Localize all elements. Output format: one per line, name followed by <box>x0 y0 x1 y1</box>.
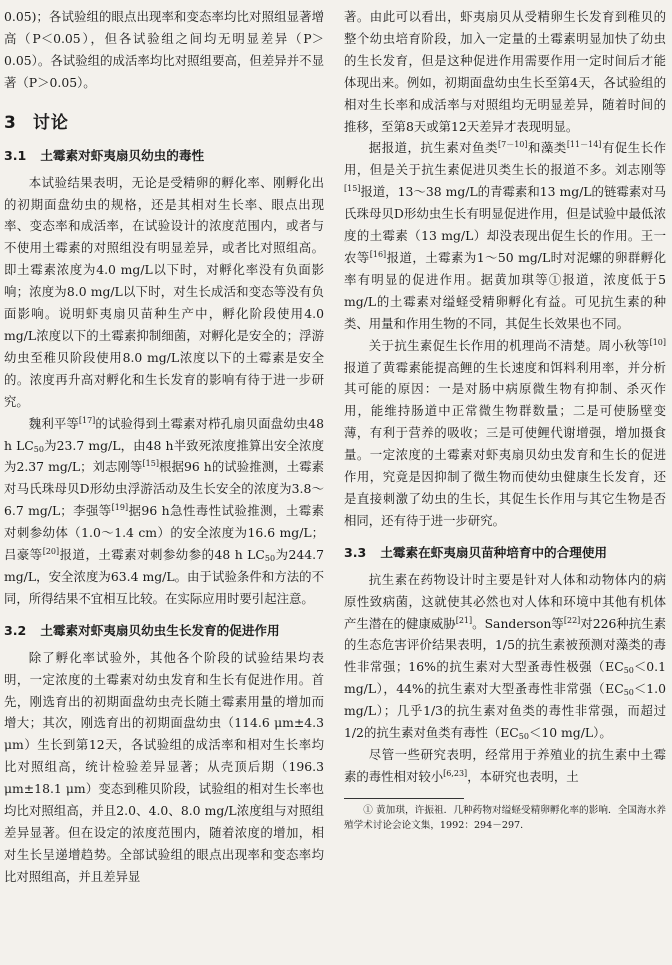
toxicity-paragraph-1: 本试验结果表明，无论是受精卵的孵化率、刚孵化出的初期面盘幼虫的规格，还是其相对生长率、眼点出现率、变态率和成活率，在试验设计的浓度范围内，或者与不使用土霉素的对照组没有明显差异，或者比对照组高。即土霉素浓度为4.0 mg/L以下时，对孵化率没有负面影响；浓度为8.0 mg/L以下时，对生长成活和变态等没有负面影响。说明虾夷扇贝苗种生产中，孵化阶段使用4.0 mg/L浓度以下的土霉素抑制细菌，对孵化是安全的；浮游幼虫至稚贝阶段使用8.0 mg/L浓度以下的土霉素是安全的。浓度再升高对孵化和生长发育的影响有待于进一步研究。 <box>4 174 324 409</box>
subsection-heading-3-2: 3.2 土霉素对虾夷扇贝幼虫生长发育的促进作用 <box>4 622 280 638</box>
citation: [15] <box>142 459 159 469</box>
citation: [11－14] <box>566 140 602 150</box>
toxicity-paragraph-2: 魏利平等[17]的试验得到土霉素对栉孔扇贝面盘幼虫48 h $LC_{50}$为23.7 mg/L，由48 h半致死浓度推算出安全浓度为2.37 mg/L；刘志刚等[15]根据96 h的试验推测，土霉素对马氏珠母贝D形幼虫浮游活动及生长安全的浓度为3.8～6.7 mg/L；李强等[19]据96 h急性毒性试验推测，土霉素对刺参幼体（1.0～1.4 cm）的安全浓度为16.6 mg/L；吕豪等[20]报道，土霉素对刺参幼参的48 h $LC_{50}$为244.7 mg/L，安全浓度为63.4 mg/L。由于试验条件和方法的不同，所得结果不宜相互比较。在实际应用时要引起注意。 <box>4 415 324 606</box>
left-column <box>4 6 324 888</box>
closing-paragraph: 尽管一些研究表明，经常用于养殖业的抗生素中土霉素的毒性相对较小[6,23]，本研究也表明，土 <box>344 747 666 784</box>
citation: [6,23] <box>443 768 468 778</box>
citation: [10] <box>649 337 666 347</box>
citation: [7－10] <box>498 140 528 150</box>
citation: [16] <box>369 249 387 259</box>
subsection-heading-3-3: 3.3 土霉素在虾夷扇贝苗种培育中的合理使用 <box>344 544 607 560</box>
results-paragraph: 0.05)；各试验组的眼点出现率和变态率均比对照组显著增高（P＜0.05），但各试验组之间均无明显差异（P＞0.05）。各试验组的成活率均比对照组要高，但差异并不显著（P＞0.05）。 <box>4 9 324 90</box>
growth-paragraph: 除了孵化率试验外，其他各个阶段的试验结果均表明，一定浓度的土霉素对幼虫发育和生长有促进作用。首先，刚选育出的初期面盘幼虫壳长随土霉素用量的增加而增大；其次，刚选育出的初期面盘幼虫（114.6 μm±4.3 μm）生长到第12天，各试验组的成活率和相对生长率均比对照组高，统计检验差异显著；从壳顶后期（196.3 μm±18.1 μm）变态到稚贝阶段，试验组的相对生长率也均比对照组高，并且2.0、4.0、8.0 mg/L浓度组与对照组差异显著。但在设定的浓度范围内，随着浓度的增加，相对生长呈递增趋势。全部试验组的眼点出现率和变态率均比对照组高，并且差异显 <box>4 649 324 884</box>
antibiotic-reports-paragraph: 据报道，抗生素对鱼类[7－10]和藻类[11－14]有促生长作用，但是关于抗生素促进贝类生长的报道不多。刘志刚等[15]报道，13～38 mg/L的青霉素和13 mg/L的链霉素对马氏珠母贝D形幼虫生长有明显促进作用，但是试验中最低浓度的土霉素（13 mg/L）却没表现出促生长的作用。王一农等[16]报道，土霉素为1～50 mg/L时对泥螺的卵群孵化率有明显的促进作用。据黄加琪等①报道，浓度低于5 mg/L的土霉素对缢蛏受精卵孵化有益。可见抗生素的种类、用量和作用生物的不同，其促生长效果也不同。 <box>344 140 667 331</box>
mechanism-paragraph: 关于抗生素促生长作用的机理尚不清楚。周小秋等[10]报道了黄霉素能提高鲤的生长速度和饵料利用率，并分析其可能的原因：一是对肠中病原微生物有抑制、杀灭作用，能维持肠道中正常微生物群数量；二是可使肠壁变薄，有利于营养的吸收；三是可使鲤代谢增强，增加摄食量。一定浓度的土霉素对虾夷扇贝幼虫发育和生长的促进作用，究竟是因抑制了微生物而使幼虫健康生长发育，还是直接刺激了幼虫的生长，其促生长作用与其它生物是否相同，还有待于进一步研究。 <box>344 337 666 528</box>
footnote: ① 黄加琪，许振祖．几种药物对缢蛏受精卵孵化率的影响．全国海水养殖学术讨论会论文集，1992：294－297． <box>344 804 666 831</box>
citation: [21] <box>455 615 473 625</box>
citation: [19] <box>111 503 129 513</box>
subsection-heading-3-1: 3.1 土霉素对虾夷扇贝幼虫的毒性 <box>4 147 205 163</box>
citation: [20] <box>42 547 60 557</box>
growth-paragraph-continued: 著。由此可以看出，虾夷扇贝从受精卵生长发育到稚贝的整个幼虫培育阶段，加入一定量的土霉素明显加快了幼虫的生长发育，但是这种促进作用需要作用一定时间后才能体现出来。例如，初期面盘幼虫生长至第4天，各试验组的相对生长率和成活率与对照组均无明显差异，随着时间的推移，至第8天或第12天差异才表现明显。 <box>344 9 666 134</box>
citation: [22] <box>563 615 581 625</box>
footnote-divider <box>344 798 464 799</box>
citation: [15] <box>344 184 361 194</box>
citation: [17] <box>78 415 96 425</box>
section-heading-discussion: 3 讨论 <box>4 112 69 133</box>
rational-use-paragraph: 抗生素在药物设计时主要是针对人体和动物体内的病原性致病菌，这就使其必然也对人体和环境中其他有机体产生潜在的健康威胁[21]。Sanderson等[22]对226种抗生素的生态危害评价结果表明，1/5的抗生素被预测对藻类的毒性非常强；16%的抗生素对大型蚤毒性极强（$EC_{50}<0.1$ mg/L），44%的抗生素对大型蚤毒性非常强（$EC_{50}<1.0$ mg/L）；几乎1/3的抗生素对鱼类的毒性非常强，而超过1/2的抗生素对鱼类有毒性（$EC_{50}<10$ mg/L）。 <box>344 571 667 742</box>
right-column <box>344 6 666 833</box>
